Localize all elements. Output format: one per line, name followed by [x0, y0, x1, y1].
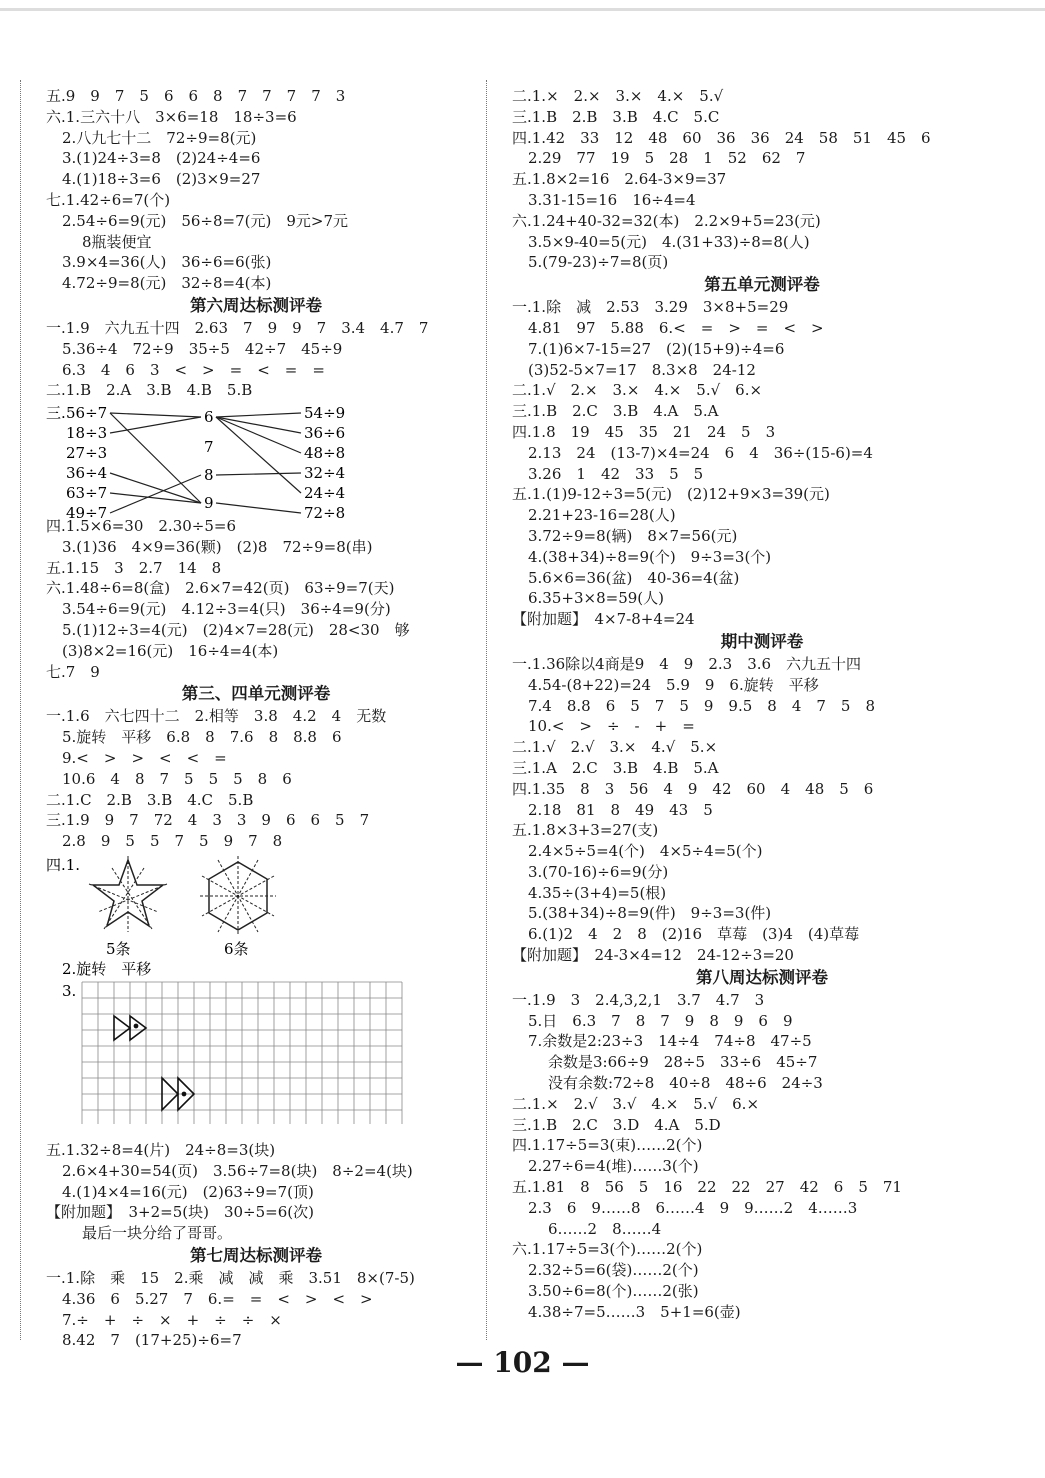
match-mid-6: 6	[204, 408, 214, 426]
match-left-5: 49÷7	[66, 504, 108, 522]
answer-line: 8.42 7 (17+25)÷6=7	[62, 1331, 242, 1350]
answer-line: 二.1.C 2.B 3.B 4.C 5.B	[46, 790, 254, 809]
answer-line: 三.1.A 2.C 3.B 4.B 5.A	[512, 758, 719, 777]
answer-line: 4.54-(8+22)=24 5.9 9 6.旋转 平移	[528, 675, 819, 694]
answer-line: 五.1.(1)9-12÷3=5(元) (2)12+9×3=39(元)	[512, 485, 830, 504]
answer-line: 10.6 4 8 7 5 5 5 8 6	[62, 769, 292, 788]
section-title: 第五单元测评卷	[704, 275, 820, 295]
figures-label: 四.1.	[46, 856, 81, 874]
figures-q2: 2.旋转 平移	[62, 960, 152, 978]
answer-line: 6.35+3×8=59(人)	[528, 589, 664, 608]
answer-line: 2.6×4+30=54(页) 3.56÷7=8(块) 8÷2=4(块)	[62, 1161, 413, 1180]
answer-line: 2.13 24 (13-7)×4=24 6 4 36÷(15-6)=4	[528, 443, 873, 462]
answer-line: 没有余数:72÷8 40÷8 48÷6 24÷3	[548, 1074, 823, 1093]
grid-paper	[82, 982, 402, 1124]
answer-line: 七.1.42÷6=7(个)	[46, 190, 171, 209]
answer-line: 五.1.81 8 56 5 16 22 22 27 42 6 5 71	[512, 1178, 902, 1197]
left-column-part1	[46, 86, 466, 401]
answer-line: 4.(1)18÷3=6 (2)3×9=27	[62, 170, 261, 189]
matching-right-items	[304, 404, 345, 522]
matching-mid-items	[204, 408, 214, 512]
answer-line: 2.32÷5=6(袋)……2(个)	[528, 1261, 699, 1280]
answer-line: 5.(38+34)÷8=9(件) 9÷3=3(件)	[528, 904, 772, 923]
section-title: 第三、四单元测评卷	[181, 684, 331, 704]
answer-line: 3.(1)36 4×9=36(颗) (2)8 72÷9=8(串)	[62, 537, 373, 556]
answer-line: 四.1.5×6=30 2.30÷5=6	[46, 517, 237, 535]
answer-line: 5.(79-23)÷7=8(页)	[528, 253, 669, 272]
answer-line: 10.< > ÷ - + =	[528, 717, 695, 736]
symmetry-figures	[46, 854, 426, 1124]
answer-line: 2.29 77 19 5 28 1 52 62 7	[528, 149, 806, 168]
left-binding-line	[20, 80, 21, 1340]
answer-line: (3)8×2=16(元) 16÷4=4(本)	[62, 641, 279, 660]
answer-line: 7.余数是2:23÷3 14÷4 74÷8 47÷5	[528, 1032, 812, 1051]
answer-line: 5.6×6=36(盆) 40-36=4(盆)	[528, 568, 740, 587]
answer-line: 4.(38+34)÷8=9(个) 9÷3=3(个)	[528, 547, 772, 566]
answer-line: 4.72÷9=8(元) 32÷8=4(本)	[62, 274, 272, 293]
match-right-0: 54÷9	[304, 404, 346, 422]
page-number: — 102 —	[455, 1346, 590, 1379]
answer-line: 4.38÷7=5……3 5+1=6(壶)	[528, 1302, 741, 1321]
answer-line: 3.26 1 42 33 5 5	[528, 464, 704, 483]
answer-line: 四.1.42 33 12 48 60 36 36 24 58 51 45 6	[512, 128, 931, 147]
hex-caption: 6条	[224, 940, 249, 958]
answer-line: 2.18 81 8 49 43 5	[528, 800, 713, 819]
match-mid-7: 7	[204, 438, 214, 456]
answer-line: 五.1.32÷8=4(片) 24÷8=3(块)	[46, 1141, 276, 1159]
answer-line: 4.81 97 5.88 6.< = > = < >	[528, 318, 824, 337]
section-title: 第八周达标测评卷	[696, 967, 828, 987]
section-title: 第七周达标测评卷	[190, 1245, 322, 1265]
answer-line: 3.9×4=36(人) 36÷6=6(张)	[62, 253, 272, 272]
answer-line: 五.1.15 3 2.7 14 8	[46, 558, 222, 577]
answer-line: 3.54÷6=9(元) 4.12÷3=4(只) 36÷4=9(分)	[62, 600, 391, 619]
match-left-0: 56÷7	[66, 404, 108, 422]
figures-q3-label: 3.	[62, 982, 77, 1000]
answer-line: 3.5×9-40=5(元) 4.(31+33)÷8=8(人)	[528, 232, 810, 251]
top-edge	[0, 8, 1045, 11]
match-left-1: 18÷3	[66, 424, 108, 442]
match-left-3: 36÷4	[66, 464, 108, 482]
answer-line: 六.1.三六十八 3×6=18 18÷3=6	[46, 107, 297, 126]
answer-line: 五.1.8×2=16 2.64-3×9=37	[512, 170, 727, 189]
answer-line: 5.36÷4 72÷9 35÷5 42÷7 45÷9	[62, 339, 343, 358]
answer-line: 三.1.B 2.C 3.D 4.A 5.D	[512, 1115, 721, 1134]
section-title: 期中测评卷	[720, 631, 804, 651]
answer-line: 五.1.8×3+3=27(支)	[512, 821, 659, 840]
answer-line: 6……2 8……4	[548, 1219, 662, 1238]
answer-line: 3.31-15=16 16÷4=4	[528, 190, 696, 209]
answer-line: 2.3 6 9……8 6……4 9 9……2 4……3	[528, 1198, 858, 1217]
answer-line: 2.27÷6=4(堆)……3(个)	[528, 1157, 699, 1176]
star-icon	[89, 856, 167, 932]
answer-line: 3.(1)24÷3=8 (2)24÷4=6	[62, 149, 261, 168]
hexagon-icon	[200, 856, 276, 936]
match-right-3: 32÷4	[304, 464, 346, 482]
answer-line: 最后一块分给了哥哥。	[82, 1224, 233, 1243]
match-mid-9: 9	[204, 494, 214, 512]
match-right-1: 36÷6	[304, 424, 346, 442]
answer-line: (3)52-5×7=17 8.3×8 24-12	[528, 360, 756, 379]
answer-line: 五.9 9 7 5 6 6 8 7 7 7 7 3	[46, 87, 346, 105]
answer-line: 5.日 6.3 7 8 7 9 8 9 6 9	[528, 1011, 793, 1030]
answer-line: 三.1.9 9 7 72 4 3 3 9 6 6 5 7	[46, 811, 370, 830]
matching-left-items	[66, 404, 107, 522]
answer-line: 【附加题】 3+2=5(块) 30÷5=6(次)	[46, 1203, 314, 1222]
answer-line: 4.35÷(3+4)=5(根)	[528, 883, 667, 902]
matching-label: 三.	[46, 404, 66, 422]
answer-line: 2.8 9 5 5 7 5 9 7 8	[62, 832, 283, 851]
match-right-5: 72÷8	[304, 504, 346, 522]
answer-line: 二.1.× 2.× 3.× 4.× 5.√	[512, 87, 724, 105]
answer-line: 余数是3:66÷9 28÷5 33÷6 45÷7	[548, 1053, 818, 1072]
match-left-2: 27÷3	[66, 444, 108, 462]
star-caption: 5条	[106, 940, 131, 958]
answer-line: 5.旋转 平移 6.8 8 7.6 8 8.8 6	[62, 728, 342, 747]
answer-line: 2.八九七十二 72÷9=8(元)	[62, 128, 257, 147]
answer-line: 8瓶装便宜	[82, 232, 152, 251]
answer-line: 4.(1)4×4=16(元) (2)63÷9=7(顶)	[62, 1182, 314, 1201]
answer-line: 7.(1)6×7-15=27 (2)(15+9)÷4=6	[528, 339, 785, 358]
answer-line: 一.1.36除以4商是9 4 9 2.3 3.6 六九五十四	[512, 654, 862, 673]
answer-line: 二.1.B 2.A 3.B 4.B 5.B	[46, 381, 253, 400]
answer-line: 5.(1)12÷3=4(元) (2)4×7=28(元) 28<30 够	[62, 620, 410, 639]
column-divider	[486, 80, 487, 1340]
answer-line: 二.1.√ 2.√ 3.× 4.√ 5.×	[512, 738, 718, 757]
answer-line: 六.1.17÷5=3(个)……2(个)	[512, 1240, 703, 1259]
answer-line: 一.1.9 六九五十四 2.63 7 9 9 7 3.4 4.7 7	[46, 318, 429, 337]
answer-line: 三.1.B 2.C 3.B 4.A 5.A	[512, 402, 719, 421]
answer-line: 四.1.8 19 45 35 21 24 5 3	[512, 422, 776, 441]
match-mid-8: 8	[204, 466, 214, 484]
answer-line: 一.1.6 六七四十二 2.相等 3.8 4.2 4 无数	[46, 707, 387, 726]
answer-line: 六.1.48÷6=8(盒) 2.6×7=42(页) 63÷9=7(天)	[46, 579, 395, 598]
answer-line: 2.4×5÷5=4(个) 4×5÷4=5(个)	[528, 842, 763, 861]
section-title: 第六周达标测评卷	[190, 295, 322, 315]
match-left-4: 63÷7	[66, 484, 108, 502]
answer-line: 二.1.√ 2.× 3.× 4.× 5.√ 6.×	[512, 381, 763, 400]
answer-line: 9.< > > < < =	[62, 748, 227, 767]
matching-diagram	[46, 398, 366, 522]
fish-shape-1	[114, 1016, 146, 1040]
answer-line: 2.21+23-16=28(人)	[528, 506, 676, 525]
answer-line: 3.(70-16)÷6=9(分)	[528, 862, 669, 881]
answer-line: 四.1.17÷5=3(束)……2(个)	[512, 1136, 703, 1155]
answer-line: 七.7 9	[46, 662, 100, 681]
answer-line: 一.1.除 乘 15 2.乘 减 减 乘 3.51 8×(7-5)	[46, 1268, 415, 1287]
answer-line: 【附加题】 24-3×4=12 24-12÷3=20	[512, 946, 794, 965]
answer-line: 6.(1)2 4 2 8 (2)16 草莓 (3)4 (4)草莓	[528, 925, 860, 944]
answer-line: 六.1.24+40-32=32(本) 2.2×9+5=23(元)	[512, 211, 821, 230]
answer-line: 2.54÷6=9(元) 56÷8=7(元) 9元>7元	[62, 211, 348, 230]
answer-line: 6.3 4 6 3 < > = < = =	[62, 360, 325, 379]
answer-line: 4.36 6 5.27 7 6.= = < > < >	[62, 1289, 373, 1308]
answer-line: 一.1.9 3 2.4,3,2,1 3.7 4.7 3	[512, 990, 765, 1009]
answer-line: 7.÷ + ÷ × + ÷ ÷ ×	[62, 1310, 282, 1329]
right-column	[512, 86, 1012, 1323]
answer-line: 四.1.35 8 3 56 4 9 42 60 4 48 5 6	[512, 779, 874, 798]
answer-line: 3.72÷9=8(辆) 8×7=56(元)	[528, 526, 738, 545]
answer-line: 二.1.× 2.√ 3.√ 4.× 5.√ 6.×	[512, 1094, 760, 1113]
left-column-part3	[46, 1140, 466, 1351]
answer-line: 【附加题】 4×7-8+4=24	[512, 610, 695, 629]
left-column-part2	[46, 516, 466, 852]
answer-line: 3.50÷6=8(个)……2(张)	[528, 1282, 699, 1301]
answer-line: 7.4 8.8 6 5 7 5 9 9.5 8 4 7 5 8	[528, 696, 876, 715]
answer-line: 三.1.B 2.B 3.B 4.C 5.C	[512, 107, 720, 126]
answer-line: 一.1.除 减 2.53 3.29 3×8+5=29	[512, 298, 789, 317]
match-right-2: 48÷8	[304, 444, 346, 462]
match-right-4: 24÷4	[304, 484, 346, 502]
